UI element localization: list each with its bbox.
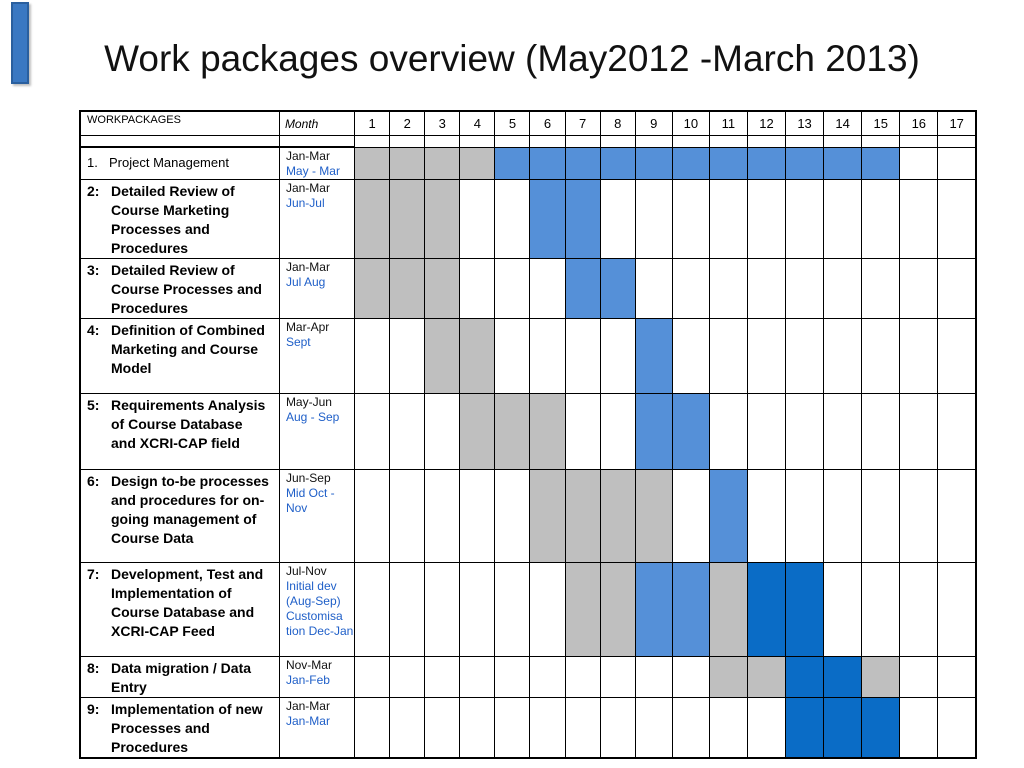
gantt-empty-cell xyxy=(390,319,425,394)
workpackage-number: 2: xyxy=(87,183,100,199)
spacer-cell xyxy=(390,136,425,148)
workpackage-row xyxy=(80,259,976,319)
gantt-bar-cell-dark xyxy=(786,563,824,657)
workpackage-name: Detailed Review of Course Processes and Procedures xyxy=(111,262,262,316)
gantt-empty-cell xyxy=(600,698,635,759)
gantt-empty-cell xyxy=(786,394,824,470)
original-months: Jul-Nov xyxy=(285,564,327,578)
gantt-bar-cell-blue xyxy=(672,563,709,657)
gantt-empty-cell xyxy=(900,147,938,180)
gantt-empty-cell xyxy=(495,319,530,394)
gantt-empty-cell xyxy=(672,319,709,394)
gantt-empty-cell xyxy=(938,698,976,759)
spacer-cell xyxy=(279,136,354,148)
gantt-empty-cell xyxy=(565,319,600,394)
gantt-bar-cell-gray xyxy=(565,470,600,563)
month-column-7: 7 xyxy=(565,111,600,136)
gantt-empty-cell xyxy=(600,657,635,698)
workpackage-row xyxy=(80,657,976,698)
gantt-bar-cell-gray xyxy=(425,147,460,180)
month-column-16: 16 xyxy=(900,111,938,136)
gantt-bar-cell-blue xyxy=(672,147,709,180)
page-title: Work packages overview (May2012 -March 2013) xyxy=(104,38,920,79)
gantt-empty-cell xyxy=(938,180,976,259)
gantt-empty-cell xyxy=(425,470,460,563)
gantt-empty-cell xyxy=(635,259,672,319)
workpackage-name: Data migration / Data Entry xyxy=(111,660,252,695)
gantt-empty-cell xyxy=(460,657,495,698)
gantt-bar-cell-gray xyxy=(425,180,460,259)
spacer-cell xyxy=(786,136,824,148)
gantt-empty-cell xyxy=(425,563,460,657)
gantt-empty-cell xyxy=(530,319,565,394)
original-months: Mar-Apr xyxy=(285,320,330,334)
gantt-empty-cell xyxy=(635,698,672,759)
gantt-empty-cell xyxy=(938,563,976,657)
gantt-empty-cell xyxy=(786,319,824,394)
revised-months: May - Mar xyxy=(285,164,340,178)
gantt-empty-cell xyxy=(495,698,530,759)
month-column-1: 1 xyxy=(355,111,390,136)
gantt-empty-cell xyxy=(355,563,390,657)
gantt-empty-cell xyxy=(672,180,709,259)
gantt-empty-cell xyxy=(824,319,862,394)
revised-months: Initial dev (Aug-Sep) Customisa tion Dec-Jan xyxy=(285,579,354,638)
workpackage-number: 6: xyxy=(87,473,100,489)
gantt-empty-cell xyxy=(672,470,709,563)
gantt-empty-cell xyxy=(900,259,938,319)
spacer-cell xyxy=(824,136,862,148)
workpackage-row xyxy=(80,563,976,657)
gantt-empty-cell xyxy=(747,698,785,759)
gantt-empty-cell xyxy=(390,394,425,470)
gantt-bar-cell-gray xyxy=(530,470,565,563)
gantt-empty-cell xyxy=(900,563,938,657)
month-range-cell xyxy=(279,698,354,759)
workpackage-name-cell xyxy=(80,563,279,657)
gantt-empty-cell xyxy=(900,657,938,698)
gantt-bar-cell-gray xyxy=(460,319,495,394)
month-column-15: 15 xyxy=(862,111,900,136)
gantt-bar-cell-gray xyxy=(355,180,390,259)
gantt-empty-cell xyxy=(355,698,390,759)
workpackage-name-cell xyxy=(80,394,279,470)
gantt-empty-cell xyxy=(786,180,824,259)
gantt-bar-cell-blue xyxy=(530,147,565,180)
gantt-empty-cell xyxy=(530,698,565,759)
gantt-bar-cell-dark xyxy=(862,698,900,759)
workpackage-name: Requirements Analysis of Course Database and XCRI-CAP field xyxy=(111,397,266,451)
gantt-empty-cell xyxy=(390,698,425,759)
gantt-bar-cell-blue xyxy=(862,147,900,180)
gantt-bar-cell-gray xyxy=(495,394,530,470)
month-range-cell xyxy=(279,180,354,259)
workpackage-name: Project Management xyxy=(109,155,229,170)
gantt-empty-cell xyxy=(672,259,709,319)
gantt-empty-cell xyxy=(900,394,938,470)
gantt-bar-cell-blue xyxy=(600,147,635,180)
gantt-empty-cell xyxy=(460,563,495,657)
gantt-bar-cell-blue xyxy=(747,147,785,180)
gantt-empty-cell xyxy=(390,563,425,657)
gantt-bar-cell-blue xyxy=(635,147,672,180)
month-column-4: 4 xyxy=(460,111,495,136)
gantt-empty-cell xyxy=(635,657,672,698)
revised-months: Jul Aug xyxy=(285,275,326,289)
gantt-bar-cell-gray xyxy=(600,563,635,657)
gantt-empty-cell xyxy=(565,394,600,470)
month-range-cell xyxy=(279,394,354,470)
workpackage-name-cell xyxy=(80,259,279,319)
month-column-5: 5 xyxy=(495,111,530,136)
workpackage-row xyxy=(80,319,976,394)
month-column-3: 3 xyxy=(425,111,460,136)
month-range-cell xyxy=(279,259,354,319)
gantt-bar-cell-blue xyxy=(530,180,565,259)
gantt-bar-cell-blue xyxy=(635,563,672,657)
gantt-empty-cell xyxy=(900,470,938,563)
gantt-empty-cell xyxy=(495,657,530,698)
workpackage-row xyxy=(80,470,976,563)
workpackage-number: 8: xyxy=(87,660,100,676)
month-column-8: 8 xyxy=(600,111,635,136)
gantt-bar-cell-gray xyxy=(709,657,747,698)
gantt-empty-cell xyxy=(747,470,785,563)
workpackage-number: 4: xyxy=(87,322,100,338)
spacer-cell xyxy=(425,136,460,148)
spacer-cell xyxy=(460,136,495,148)
spacer-cell xyxy=(635,136,672,148)
workpackage-name-cell xyxy=(80,470,279,563)
gantt-bar-cell-blue xyxy=(600,259,635,319)
gantt-bar-cell-blue xyxy=(635,319,672,394)
gantt-empty-cell xyxy=(938,394,976,470)
gantt-empty-cell xyxy=(425,657,460,698)
gantt-empty-cell xyxy=(747,394,785,470)
revised-months: Sept xyxy=(285,335,311,349)
workpackage-row xyxy=(80,394,976,470)
gantt-empty-cell xyxy=(938,319,976,394)
gantt-bar-cell-blue xyxy=(709,147,747,180)
original-months: May-Jun xyxy=(285,395,332,409)
revised-months: Jan-Feb xyxy=(285,673,330,687)
spacer-cell xyxy=(709,136,747,148)
gantt-bar-cell-gray xyxy=(390,180,425,259)
gantt-bar-cell-gray xyxy=(565,563,600,657)
gantt-empty-cell xyxy=(600,319,635,394)
revised-months: Jun-Jul xyxy=(285,196,325,210)
workpackage-row xyxy=(80,698,976,759)
workpackage-name: Development, Test and Implementation of Course Database and XCRI-CAP Feed xyxy=(111,566,264,639)
gantt-empty-cell xyxy=(938,259,976,319)
gantt-empty-cell xyxy=(900,698,938,759)
month-column-10: 10 xyxy=(672,111,709,136)
gantt-bar-cell-gray xyxy=(390,147,425,180)
month-column-11: 11 xyxy=(709,111,747,136)
gantt-empty-cell xyxy=(635,180,672,259)
workpackage-name-cell xyxy=(80,319,279,394)
original-months: Jan-Mar xyxy=(285,149,330,163)
month-range-cell xyxy=(279,470,354,563)
gantt-empty-cell xyxy=(709,698,747,759)
workpackage-number: 3: xyxy=(87,262,100,278)
gantt-bar-cell-gray xyxy=(862,657,900,698)
workpackage-name: Detailed Review of Course Marketing Processes and Procedures xyxy=(111,183,235,256)
gantt-bar-cell-blue xyxy=(709,470,747,563)
gantt-bar-cell-gray xyxy=(425,319,460,394)
revised-months: Aug - Sep xyxy=(285,410,340,424)
month-column-6: 6 xyxy=(530,111,565,136)
gantt-empty-cell xyxy=(900,180,938,259)
gantt-bar-cell-gray xyxy=(600,470,635,563)
spacer-cell xyxy=(672,136,709,148)
gantt-bar-cell-blue xyxy=(565,147,600,180)
gantt-bar-cell-gray xyxy=(747,657,785,698)
month-range-cell xyxy=(279,563,354,657)
gantt-bar-cell-dark xyxy=(824,657,862,698)
gantt-empty-cell xyxy=(786,470,824,563)
workpackage-name: Design to-be processes and procedures for on-going management of Course Data xyxy=(111,473,269,546)
original-months: Jun-Sep xyxy=(285,471,331,485)
workpackages-header: WORKPACKAGES xyxy=(80,111,279,136)
spacer-cell xyxy=(600,136,635,148)
gantt-empty-cell xyxy=(425,394,460,470)
workpackage-name-cell xyxy=(80,180,279,259)
gantt-empty-cell xyxy=(565,698,600,759)
gantt-empty-cell xyxy=(900,319,938,394)
gantt-empty-cell xyxy=(460,259,495,319)
gantt-empty-cell xyxy=(495,470,530,563)
workpackage-name: Definition of Combined Marketing and Course Model xyxy=(111,322,265,376)
gantt-bar-cell-gray xyxy=(425,259,460,319)
spacer-cell xyxy=(862,136,900,148)
gantt-empty-cell xyxy=(355,470,390,563)
gantt-empty-cell xyxy=(600,394,635,470)
gantt-empty-cell xyxy=(862,259,900,319)
gantt-empty-cell xyxy=(824,259,862,319)
gantt-table xyxy=(79,110,977,759)
workpackage-name-cell xyxy=(80,698,279,759)
original-months: Jan-Mar xyxy=(285,699,330,713)
gantt-empty-cell xyxy=(530,563,565,657)
gantt-empty-cell xyxy=(862,394,900,470)
gantt-bar-cell-blue xyxy=(565,180,600,259)
gantt-empty-cell xyxy=(824,394,862,470)
gantt-empty-cell xyxy=(786,259,824,319)
gantt-empty-cell xyxy=(824,563,862,657)
gantt-bar-cell-blue xyxy=(672,394,709,470)
gantt-bar-cell-gray xyxy=(355,147,390,180)
spacer-cell xyxy=(495,136,530,148)
gantt-empty-cell xyxy=(355,319,390,394)
spacer-cell xyxy=(747,136,785,148)
gantt-empty-cell xyxy=(938,657,976,698)
month-column-12: 12 xyxy=(747,111,785,136)
gantt-empty-cell xyxy=(747,319,785,394)
workpackage-number: 1. xyxy=(87,155,98,170)
spacer-cell xyxy=(900,136,938,148)
gantt-empty-cell xyxy=(709,394,747,470)
month-column-13: 13 xyxy=(786,111,824,136)
gantt-empty-cell xyxy=(495,563,530,657)
header-row xyxy=(80,111,976,136)
gantt-empty-cell xyxy=(824,180,862,259)
spacer-cell xyxy=(80,136,279,148)
gantt-empty-cell xyxy=(862,563,900,657)
month-range-cell xyxy=(279,147,354,180)
spacer-cell xyxy=(530,136,565,148)
gantt-empty-cell xyxy=(355,657,390,698)
gantt-empty-cell xyxy=(355,394,390,470)
spacer-cell xyxy=(355,136,390,148)
workpackage-number: 9: xyxy=(87,701,100,717)
workpackage-number: 5: xyxy=(87,397,100,413)
gantt-empty-cell xyxy=(425,698,460,759)
month-column-9: 9 xyxy=(635,111,672,136)
gantt-empty-cell xyxy=(460,698,495,759)
gantt-bar-cell-gray xyxy=(460,394,495,470)
gantt-bar-cell-gray xyxy=(460,147,495,180)
gantt-empty-cell xyxy=(672,657,709,698)
gantt-empty-cell xyxy=(747,259,785,319)
gantt-bar-cell-blue xyxy=(635,394,672,470)
gantt-empty-cell xyxy=(862,470,900,563)
month-range-cell xyxy=(279,657,354,698)
gantt-bar-cell-gray xyxy=(355,259,390,319)
workpackage-name-cell xyxy=(80,657,279,698)
month-range-cell xyxy=(279,319,354,394)
gantt-empty-cell xyxy=(565,657,600,698)
gantt-empty-cell xyxy=(460,180,495,259)
gantt-empty-cell xyxy=(390,657,425,698)
gantt-empty-cell xyxy=(824,470,862,563)
original-months: Jan-Mar xyxy=(285,260,330,274)
gantt-bar-cell-dark xyxy=(747,563,785,657)
gantt-empty-cell xyxy=(390,470,425,563)
workpackage-name: Implementation of new Processes and Procedures xyxy=(111,701,263,755)
month-column-14: 14 xyxy=(824,111,862,136)
gantt-empty-cell xyxy=(938,147,976,180)
gantt-bar-cell-dark xyxy=(786,657,824,698)
gantt-empty-cell xyxy=(495,180,530,259)
gantt-empty-cell xyxy=(709,180,747,259)
spacer-cell xyxy=(565,136,600,148)
revised-months: Jan-Mar xyxy=(285,714,330,728)
gantt-bar-cell-blue xyxy=(495,147,530,180)
gantt-empty-cell xyxy=(460,470,495,563)
gantt-bar-cell-gray xyxy=(390,259,425,319)
gantt-empty-cell xyxy=(938,470,976,563)
month-column-17: 17 xyxy=(938,111,976,136)
gantt-empty-cell xyxy=(709,259,747,319)
spacer-cell xyxy=(938,136,976,148)
gantt-bar-cell-gray xyxy=(709,563,747,657)
gantt-empty-cell xyxy=(495,259,530,319)
gantt-empty-cell xyxy=(672,698,709,759)
original-months: Nov-Mar xyxy=(285,658,332,672)
gantt-empty-cell xyxy=(862,180,900,259)
gantt-bar-cell-dark xyxy=(786,698,824,759)
header-spacer-row xyxy=(80,136,976,148)
workpackage-name-cell xyxy=(80,147,279,180)
gantt-bar-cell-dark xyxy=(824,698,862,759)
gantt-empty-cell xyxy=(530,657,565,698)
workpackage-row xyxy=(80,180,976,259)
month-column-2: 2 xyxy=(390,111,425,136)
month-header: Month xyxy=(279,111,354,136)
original-months: Jan-Mar xyxy=(285,181,330,195)
revised-months: Mid Oct - Nov xyxy=(285,486,335,515)
gantt-bar-cell-blue xyxy=(786,147,824,180)
gantt-bar-cell-gray xyxy=(635,470,672,563)
gantt-bar-cell-blue xyxy=(565,259,600,319)
gantt-empty-cell xyxy=(747,180,785,259)
workpackage-row xyxy=(80,147,976,180)
gantt-empty-cell xyxy=(709,319,747,394)
gantt-empty-cell xyxy=(600,180,635,259)
gantt-bar-cell-blue xyxy=(824,147,862,180)
workpackage-number: 7: xyxy=(87,566,100,582)
gantt-empty-cell xyxy=(530,259,565,319)
gantt-empty-cell xyxy=(862,319,900,394)
gantt-bar-cell-gray xyxy=(530,394,565,470)
